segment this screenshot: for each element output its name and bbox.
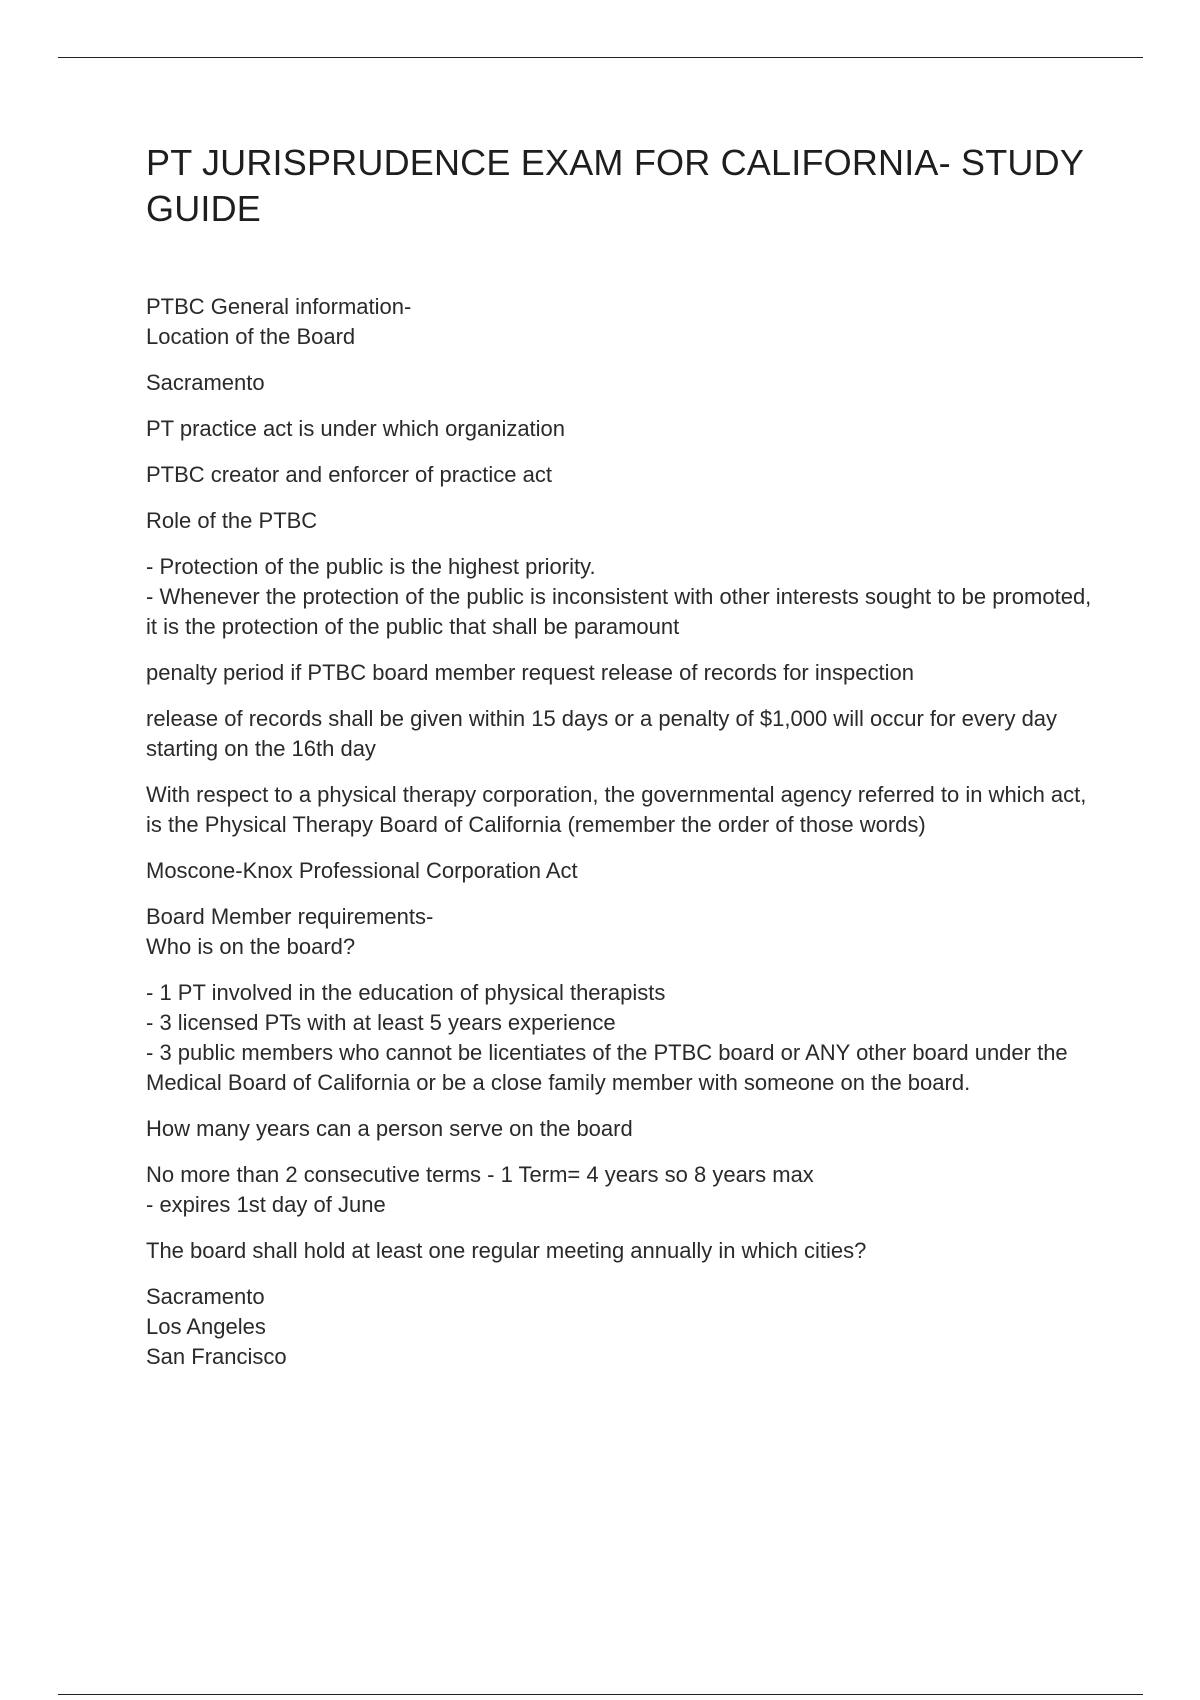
paragraph-line: The board shall hold at least one regular meeting annually in which cities?: [146, 1238, 867, 1263]
study-guide-paragraph: [146, 1282, 1106, 1372]
study-guide-paragraph: [146, 552, 1106, 642]
paragraph-line: Los Angeles: [146, 1314, 266, 1339]
paragraph-line: Role of the PTBC: [146, 508, 318, 533]
document-page: [146, 140, 1106, 1388]
top-divider: [58, 57, 1143, 58]
paragraph-line: No more than 2 consecutive terms - 1 Term= 4 years so 8 years max: [146, 1162, 814, 1187]
paragraph-line: San Francisco: [146, 1344, 287, 1369]
paragraph-line: - 3 licensed PTs with at least 5 years experience: [146, 1010, 616, 1035]
paragraph-line: Who is on the board?: [146, 934, 356, 959]
study-guide-body: [146, 292, 1106, 1372]
study-guide-paragraph: [146, 856, 1106, 886]
paragraph-line: Sacramento: [146, 370, 265, 395]
paragraph-line: - 3 public members who cannot be licentiates of the PTBC board or ANY other board under the Medical Board of California or be a close family member with someone on the board.: [146, 1040, 1074, 1095]
paragraph-line: - Protection of the public is the highest priority.: [146, 554, 596, 579]
study-guide-paragraph: [146, 780, 1106, 840]
study-guide-paragraph: [146, 368, 1106, 398]
paragraph-line: - Whenever the protection of the public is inconsistent with other interests sought to be promoted, it is the protection of the public that shall be paramount: [146, 584, 1098, 639]
study-guide-paragraph: [146, 292, 1106, 352]
bottom-divider: [58, 1694, 1143, 1695]
study-guide-paragraph: [146, 978, 1106, 1098]
study-guide-paragraph: [146, 1160, 1106, 1220]
paragraph-line: - 1 PT involved in the education of physical therapists: [146, 980, 666, 1005]
paragraph-line: With respect to a physical therapy corporation, the governmental agency referred to in which act, is the Physical Therapy Board of California (remember the order of those words): [146, 782, 1093, 837]
study-guide-paragraph: [146, 460, 1106, 490]
paragraph-line: Location of the Board: [146, 324, 356, 349]
paragraph-line: PTBC creator and enforcer of practice act: [146, 462, 552, 487]
study-guide-paragraph: [146, 1236, 1106, 1266]
paragraph-line: Board Member requirements-: [146, 904, 434, 929]
paragraph-line: release of records shall be given within 15 days or a penalty of $1,000 will occur for every day starting on the 16th day: [146, 706, 1064, 761]
paragraph-line: - expires 1st day of June: [146, 1192, 386, 1217]
study-guide-paragraph: [146, 506, 1106, 536]
study-guide-paragraph: [146, 414, 1106, 444]
paragraph-line: How many years can a person serve on the board: [146, 1116, 633, 1141]
paragraph-line: Moscone-Knox Professional Corporation Act: [146, 858, 578, 883]
study-guide-paragraph: [146, 1114, 1106, 1144]
paragraph-line: Sacramento: [146, 1284, 265, 1309]
paragraph-line: PT practice act is under which organization: [146, 416, 566, 441]
study-guide-paragraph: [146, 902, 1106, 962]
paragraph-line: penalty period if PTBC board member request release of records for inspection: [146, 660, 914, 685]
study-guide-paragraph: [146, 658, 1106, 688]
paragraph-line: PTBC General information-: [146, 294, 412, 319]
document-title: PT JURISPRUDENCE EXAM FOR CALIFORNIA- STUDY GUIDE: [146, 142, 1084, 229]
study-guide-paragraph: [146, 704, 1106, 764]
